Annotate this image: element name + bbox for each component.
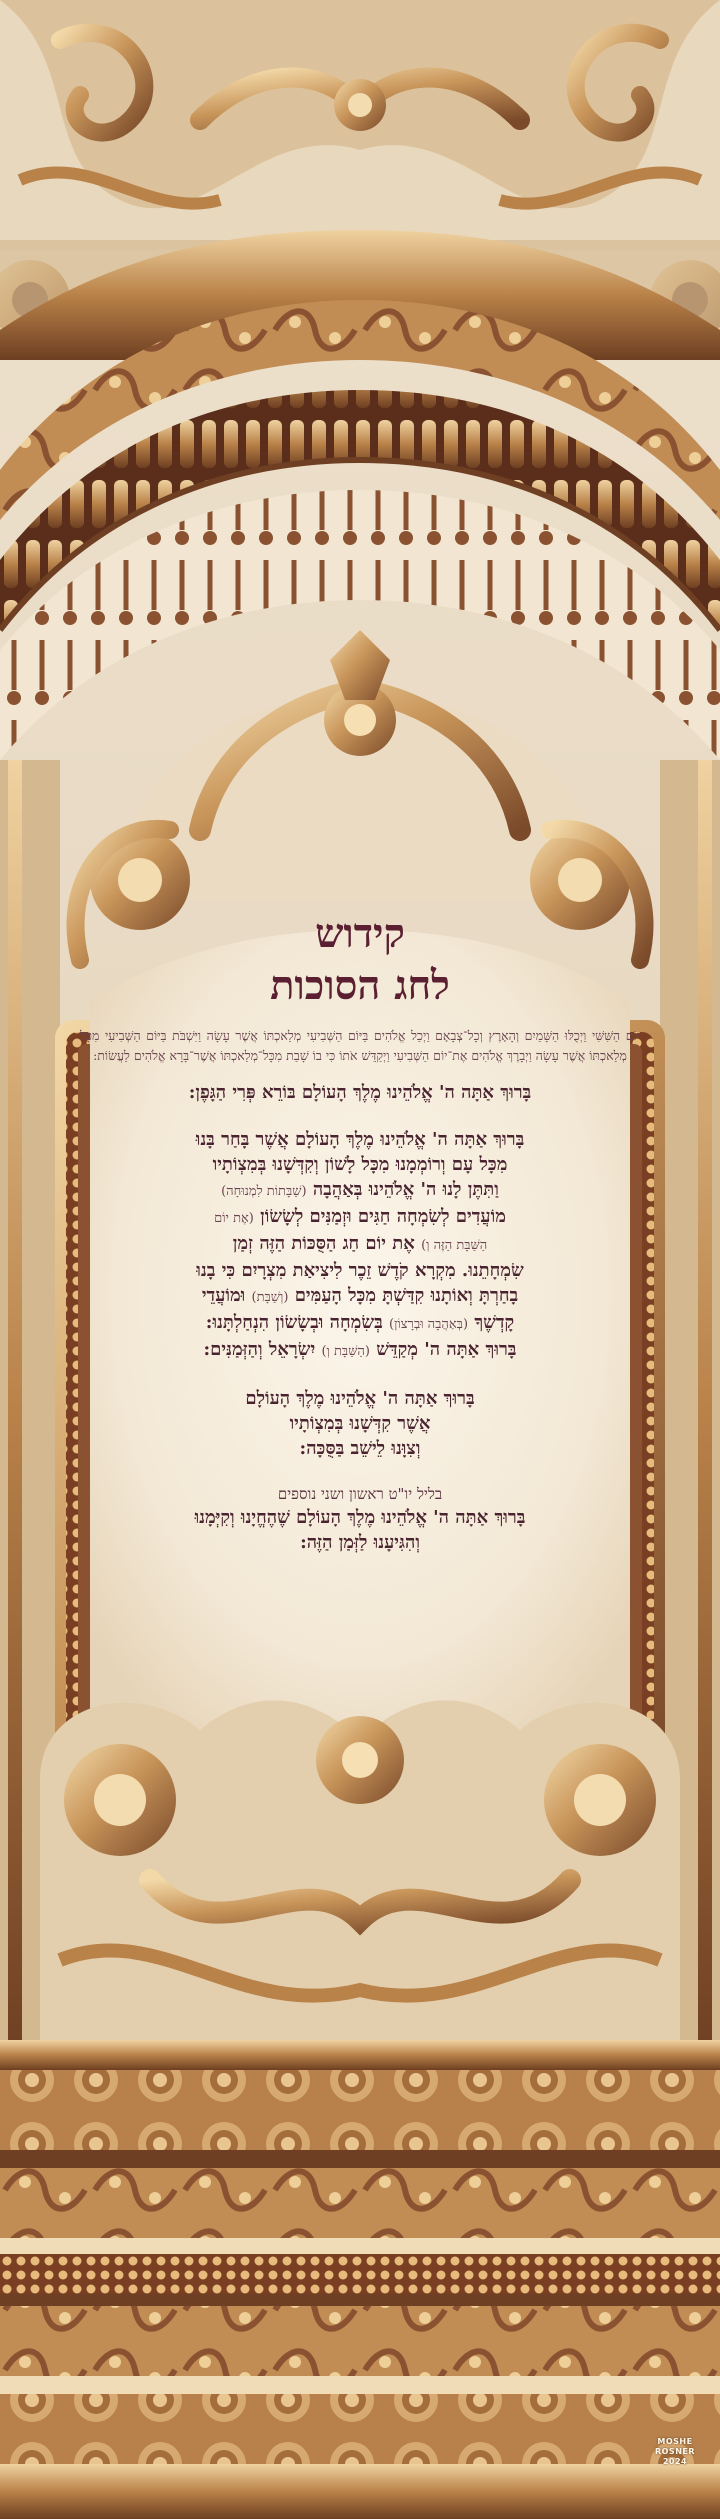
vayechulu-paragraph: יוֹם הַשִּׁשִּׁי וַיְכֻלּוּ הַשָּׁמַיִם וְהָאָרֶץ וְכָל־צְבָאָם וַיְכַל אֱלֹהִים בַּיּוֹם הַשְּׁבִיעִי מְלַאכְתּוֹ אֲשֶׁר עָשָׂה וַיִּשְׁבֹּת בַּיּוֹם הַשְּׁבִיעִי מִכָּל מְלַאכְתּוֹ אֲשֶׁר עָשָׂה וַיְבָרֶךְ אֱלֹהִים אֶת־יוֹם הַשְּׁבִיעִי וַיְקַדֵּשׁ אֹתוֹ כִּי בוֹ שָׁבַת מִכָּל־מְלַאכְתּוֹ אֲשֶׁר־בָּרָא אֱלֹהִים לַעֲשׂוֹת: (80, 1028, 640, 1063)
main-blessing-text: וַתִּתֶּן לָנוּ ה' אֱלֹהֵינוּ בְּאַהֲבָה (312, 1179, 499, 1200)
sukkah-line-3: וְצִוָּנוּ לֵישֵׁב בַּסֻּכָּה: (299, 1438, 421, 1459)
borei-pri-hagafen (70, 1080, 650, 1105)
shehecheyanu (70, 1483, 650, 1555)
title-line-2: לחג הסוכות (270, 962, 450, 1009)
base-bands (0, 2040, 720, 2519)
main-blessing-text: בְּשִׂמְחָה וּבְשָׂשׂוֹן הִנְחַלְתָּנוּ: (205, 1312, 383, 1333)
sukkah-line-2: אֲשֶׁר קִדְּשָׁנוּ בְּמִצְוֹתָיו (289, 1413, 431, 1434)
main-blessing-line-9 (70, 1337, 650, 1364)
signature-line-2: ROSNER (654, 2447, 696, 2456)
signature-line-1: MOSHE (657, 2437, 693, 2446)
main-blessing-text: בָּרוּךְ אַתָּה ה' מְקַדֵּשׁ (376, 1339, 517, 1360)
shabbat-insert: (הַשַּׁבָּת וְ) (321, 1344, 370, 1359)
main-blessing-text: וּמוֹעֲדֵי (201, 1285, 246, 1306)
main-blessing-text: מוֹעֲדִים לְשִׂמְחָה חַגִּים וּזְמַנִּים לְשָׂשׂוֹן (260, 1206, 506, 1227)
shehecheyanu-note: בליל יו"ט ראשון ושני נוספים (277, 1485, 443, 1503)
main-blessing-line-3 (70, 1177, 650, 1204)
kiddush-text-panel (70, 890, 650, 1770)
wine-blessing-line: בָּרוּךְ אַתָּה ה' אֱלֹהֵינוּ מֶלֶךְ הָעוֹלָם בּוֹרֵא פְּרִי הַגָּפֶן: (188, 1082, 532, 1103)
shehecheyanu-line-1: בָּרוּךְ אַתָּה ה' אֱלֹהֵינוּ מֶלֶךְ הָעוֹלָם שֶׁהֶחֱיָנוּ וְקִיְּמָנוּ (194, 1507, 526, 1528)
sukkah-line-1: בָּרוּךְ אַתָּה ה' אֱלֹהֵינוּ מֶלֶךְ הָעוֹלָם (245, 1388, 475, 1409)
shabbat-insert: הַשַּׁבָּת הַזֶּה וְ) (421, 1238, 488, 1253)
main-blessing-text: קָדְשֶׁךָ (474, 1312, 515, 1333)
main-blessing-line-8 (70, 1310, 650, 1337)
shabbat-insert: (בְּאַהֲבָה וּבְרָצוֹן) (389, 1317, 469, 1332)
title-line-1: קידוש (315, 910, 405, 957)
leishev-basukkah (70, 1386, 650, 1461)
main-blessing-line-6: שִׂמְחָתֵנוּ. מִקְרָא קֹדֶשׁ זֵכֶר לִיצִיאַת מִצְרָיִם כִּי בָנוּ (196, 1260, 524, 1281)
main-blessing (70, 1127, 650, 1364)
main-blessing-line-7 (70, 1283, 650, 1310)
main-blessing-text: אֶת יוֹם חַג הַסֻּכּוֹת הַזֶּה זְמַן (232, 1233, 415, 1254)
shabbat-insert: (וְשַׁבָּת) (251, 1290, 289, 1305)
main-blessing-text: בָחַרְתָּ וְאוֹתָנוּ קִדַּשְׁתָּ מִכָּל הָעַמִּים (294, 1285, 519, 1306)
main-blessing-line-4 (70, 1204, 650, 1231)
shehecheyanu-line-2: וְהִגִּיעָנוּ לַזְּמַן הַזֶּה: (300, 1532, 420, 1553)
main-blessing-line-2: מִכָּל עָם וְרוֹמְמָנוּ מִכָּל לָשׁוֹן וְקִדְּשָׁנוּ בְּמִצְוֹתָיו (212, 1154, 508, 1175)
signature-line-3: 2024 (662, 2457, 688, 2466)
main-blessing-line-5 (70, 1231, 650, 1258)
shabbat-insert: (אֶת יוֹם (214, 1211, 254, 1226)
main-blessing-line-1: בָּרוּךְ אַתָּה ה' אֱלֹהֵינוּ מֶלֶךְ הָעוֹלָם אֲשֶׁר בָּחַר בָּנוּ (195, 1129, 525, 1150)
artist-signature (640, 2437, 710, 2467)
main-blessing-text: יִשְׂרָאֵל וְהַזְּמַנִּים: (203, 1339, 316, 1360)
shabbat-insert: (שַׁבָּתוֹת לִמְנוּחָה) (221, 1184, 307, 1199)
